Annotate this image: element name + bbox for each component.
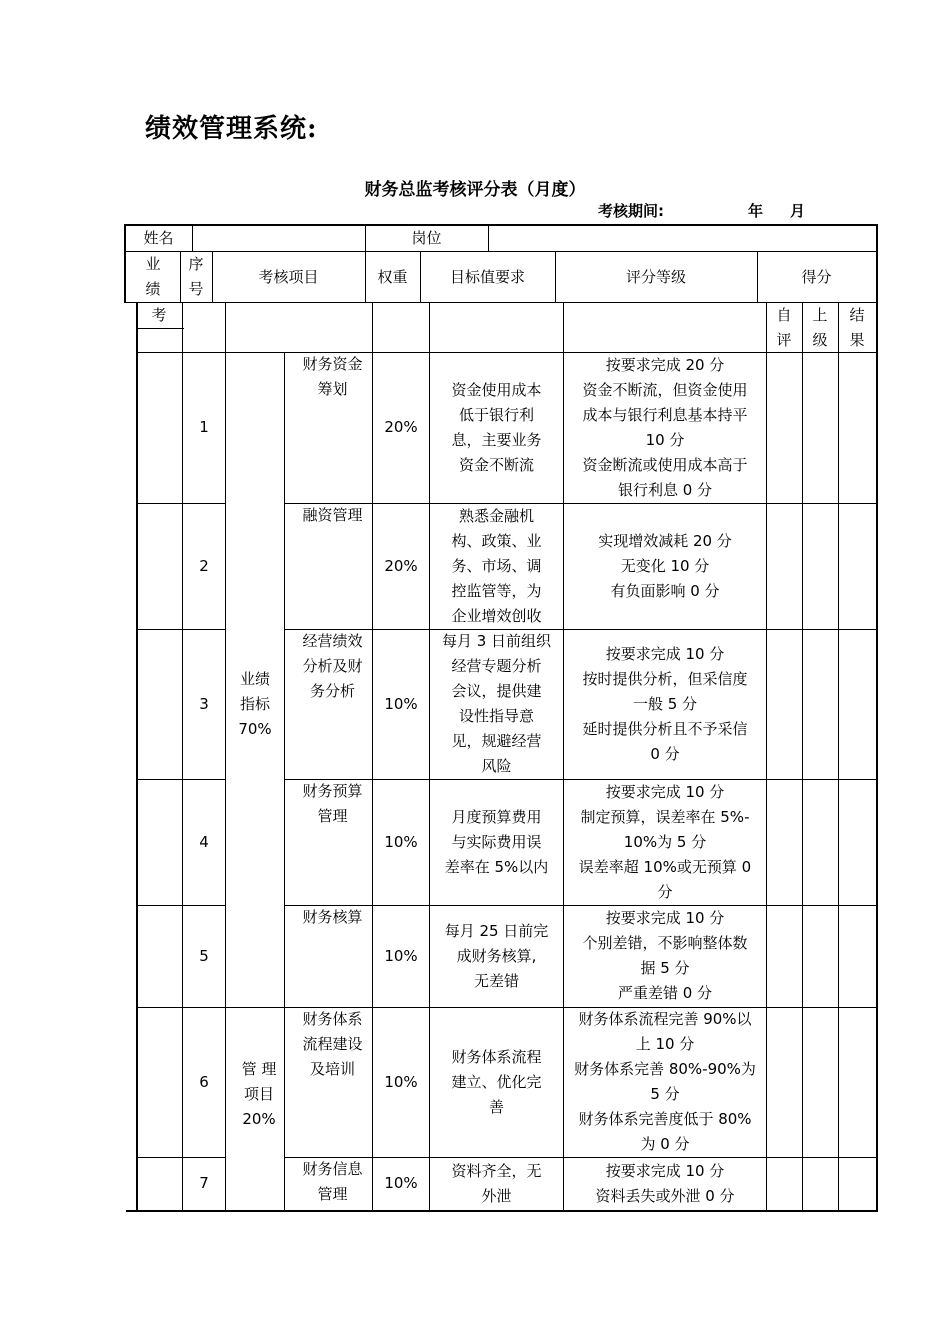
grid-line — [838, 302, 839, 1210]
row-target: 资金使用成本 低于银行利 息，主要业务 资金不断流 — [451, 380, 542, 474]
row-grade: 按要求完成 10 分 按时提供分析，但采信度 一般 5 分 延时提供分析且不予采信 0 分 — [582, 644, 748, 763]
row-target: 资料齐全，无 外泄 — [451, 1161, 542, 1205]
target-header: 目标值要求 — [449, 267, 525, 286]
form-title: 财务总监考核评分表（月度） — [364, 180, 586, 200]
name-label: 姓名 — [143, 228, 174, 247]
row-item: 融资管理 — [302, 506, 363, 524]
category-header: 业 绩 — [145, 255, 161, 298]
row-item: 经营绩效 分析及财 务分析 — [302, 632, 363, 700]
row-item: 财务体系 流程建设 及培训 — [302, 1010, 363, 1078]
grid-line — [124, 302, 878, 303]
superior-score-header: 上 级 — [812, 305, 828, 349]
group-management: 管 理 项目 20% — [241, 1060, 277, 1128]
row-weight: 20% — [384, 556, 418, 575]
row-seq: 7 — [199, 1174, 209, 1192]
row-grade: 按要求完成 10 分 制定预算，误差率在 5%- 10%为 5 分 误差率超 10%或无预算 0 分 — [578, 782, 752, 901]
row-target: 熟悉金融机 构、政策、业 务、市场、调 控监管等，为 企业增效创收 — [451, 506, 542, 625]
row-grade: 按要求完成 20 分 资金不断流，但资金使用 成本与银行利息基本持平 10 分 资金断流或使用成本高于 银行利息 0 分 — [582, 355, 748, 499]
group-performance: 业绩 指标 70% — [238, 669, 272, 738]
row-weight: 10% — [384, 1174, 418, 1192]
row-weight: 10% — [384, 1072, 418, 1091]
grid-line — [766, 302, 767, 1210]
item-header: 考核项目 — [258, 267, 319, 286]
score-header: 得分 — [801, 267, 832, 286]
grid-line — [136, 302, 138, 1212]
row-target: 财务体系流程 建立、优化完 善 — [451, 1047, 542, 1116]
row-weight: 20% — [384, 418, 418, 436]
grid-line — [126, 1210, 878, 1212]
grid-line — [876, 224, 878, 1212]
grid-line — [136, 328, 184, 329]
row-seq: 2 — [199, 556, 209, 575]
position-label: 岗位 — [411, 228, 442, 247]
result-score-header: 结 果 — [849, 305, 865, 349]
grid-line — [802, 302, 803, 1210]
row-item: 财务预算 管理 — [302, 782, 363, 825]
grid-line — [192, 224, 193, 251]
grade-header: 评分等级 — [625, 267, 686, 286]
row-item: 财务资金 筹划 — [302, 355, 363, 398]
grid-line — [225, 1007, 285, 1008]
category-header-cont: 考 — [151, 306, 167, 324]
row-seq: 4 — [199, 832, 209, 851]
row-grade: 实现增效减耗 20 分 无变化 10 分 有负面影响 0 分 — [598, 531, 732, 600]
row-seq: 1 — [199, 418, 209, 436]
row-seq: 5 — [199, 946, 209, 965]
row-weight: 10% — [384, 946, 418, 965]
row-item: 财务信息 管理 — [302, 1160, 363, 1203]
grid-line — [488, 224, 489, 251]
row-seq: 6 — [199, 1072, 209, 1091]
row-target: 月度预算费用 与实际费用误 差率在 5%以内 — [444, 807, 549, 876]
grid-line — [124, 224, 878, 226]
weight-header: 权重 — [377, 267, 408, 286]
self-score-header: 自 评 — [776, 305, 792, 349]
row-weight: 10% — [384, 694, 418, 713]
period-month: 月 — [790, 202, 806, 220]
page-heading: 绩效管理系统: — [145, 114, 318, 144]
row-grade: 按要求完成 10 分 个别差错，不影响整体数 据 5 分 严重差错 0 分 — [582, 909, 748, 1002]
row-grade: 财务体系流程完善 90%以 上 10 分 财务体系完善 80%-90%为 5 分 财务体系完善度低于 80% 为 0 分 — [574, 1010, 756, 1153]
row-target: 每月 25 日前完 成财务核算, 无差错 — [444, 921, 549, 990]
row-target: 每月 3 日前组织 经营专题分析 会议，提供建 设性指导意 见，规避经营 风险 — [441, 632, 552, 775]
row-weight: 10% — [384, 832, 418, 851]
period-label: 考核期间: — [598, 202, 664, 220]
row-grade: 按要求完成 10 分 资料丢失或外泄 0 分 — [595, 1161, 735, 1205]
row-seq: 3 — [199, 694, 209, 713]
seq-header: 序 号 — [188, 255, 204, 298]
period-year: 年 — [748, 202, 764, 220]
row-item: 财务核算 — [302, 908, 363, 926]
